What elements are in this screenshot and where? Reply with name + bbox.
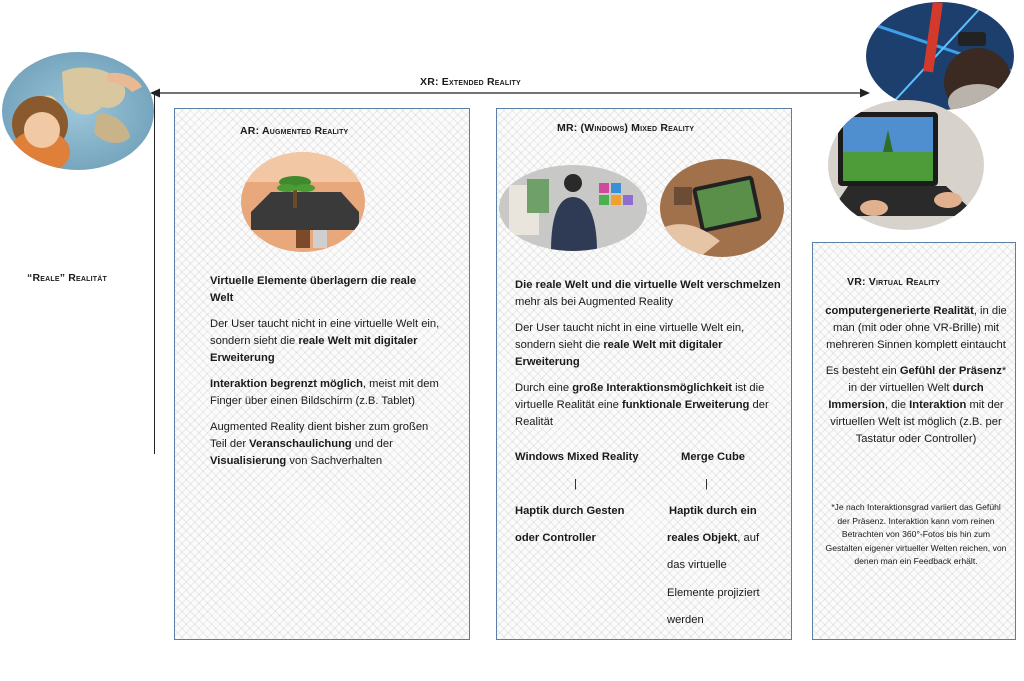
mr-text [515, 277, 785, 440]
laptop-game-photo [828, 100, 984, 230]
mr-title: MR: (Windows) Mixed Reality [557, 122, 695, 134]
mr-windows-photo [499, 165, 647, 251]
vr-panel [812, 242, 1016, 640]
vr-para-1: computergenerierte Realität, in die man (mit oder ohne VR-Brille) mit mehreren Sinnen komplett eintaucht [825, 305, 1007, 351]
xr-label: XR: Extended Reality [420, 76, 521, 88]
ar-para-2: Der User taucht nicht in eine virtuelle Welt ein, sondern sieht die reale Welt mit digitaler Erweiterung [210, 318, 440, 364]
vr-title: VR: Virtual Reality [847, 276, 940, 288]
mr-col2-line1: Haptik durch ein [669, 505, 757, 517]
reality-axis-line [154, 92, 155, 454]
ar-text [210, 273, 440, 479]
mr-col2-bar: | [705, 478, 708, 490]
mr-para-2: Der User taucht nicht in eine virtuelle Welt ein, sondern sieht die reale Welt mit digitaler Erweiterung [515, 322, 745, 368]
vr-para-2: Es besteht ein Gefühl der Präsenz* in der virtuellen Welt durch Immersion, die Interaktion mit der virtuellen Welt ist möglich (z.B. per Tastatur oder Controller) [825, 365, 1007, 445]
xr-double-arrow [150, 86, 870, 100]
mr-col1-head: Windows Mixed Reality [515, 451, 639, 463]
mr-col1-line1: Haptik durch Gesten [515, 505, 625, 517]
mr-col2-head: Merge Cube [681, 451, 746, 463]
ar-panel [174, 108, 470, 640]
ar-para-4: Augmented Reality dient bisher zum großen Teil der Veranschaulichung und der Visualisierung von Sachverhalten [210, 421, 429, 467]
mr-col1-bar: | [574, 478, 577, 490]
children-map-photo [2, 52, 154, 170]
mr-col2-line5: werden [667, 614, 704, 626]
reale-realitaet-label: “Reale” Realität [27, 272, 108, 284]
ar-para-1: Virtuelle Elemente überlagern die reale Welt [210, 275, 417, 304]
vr-footnote: *Je nach Interaktionsgrad variiert das Gefühl der Präsenz. Interaktion kann vom reinen Betrachten von 360°-Fotos bis hin zum Gestalten eigener virtueller Welten reichen, von denen man ein Feedback erhält. [825, 502, 1007, 566]
vr-headset-photo [866, 2, 1014, 110]
mr-para-1: Die reale Welt und die virtuelle Welt verschmelzen mehr als bei Augmented Reality [515, 279, 781, 308]
mr-col1-line2: oder Controller [515, 532, 596, 544]
mr-col2-line2: reales Objekt, auf [667, 532, 760, 544]
ar-title: AR: Augmented Reality [240, 125, 349, 137]
ar-island-photo [241, 152, 365, 252]
mr-col2-line4: Elemente projiziert [667, 587, 760, 599]
mr-merge-cube-photo [660, 159, 784, 257]
mr-panel [496, 108, 792, 640]
mr-para-3: Durch eine große Interaktionsmöglichkeit ist die virtuelle Realität eine funktionale Erweiterung der Realität [515, 382, 769, 428]
vr-text [825, 303, 1007, 457]
mr-col2-line3: das virtuelle [667, 559, 727, 571]
ar-para-3: Interaktion begrenzt möglich, meist mit dem Finger über einen Bildschirm (z.B. Tablet) [210, 378, 439, 407]
